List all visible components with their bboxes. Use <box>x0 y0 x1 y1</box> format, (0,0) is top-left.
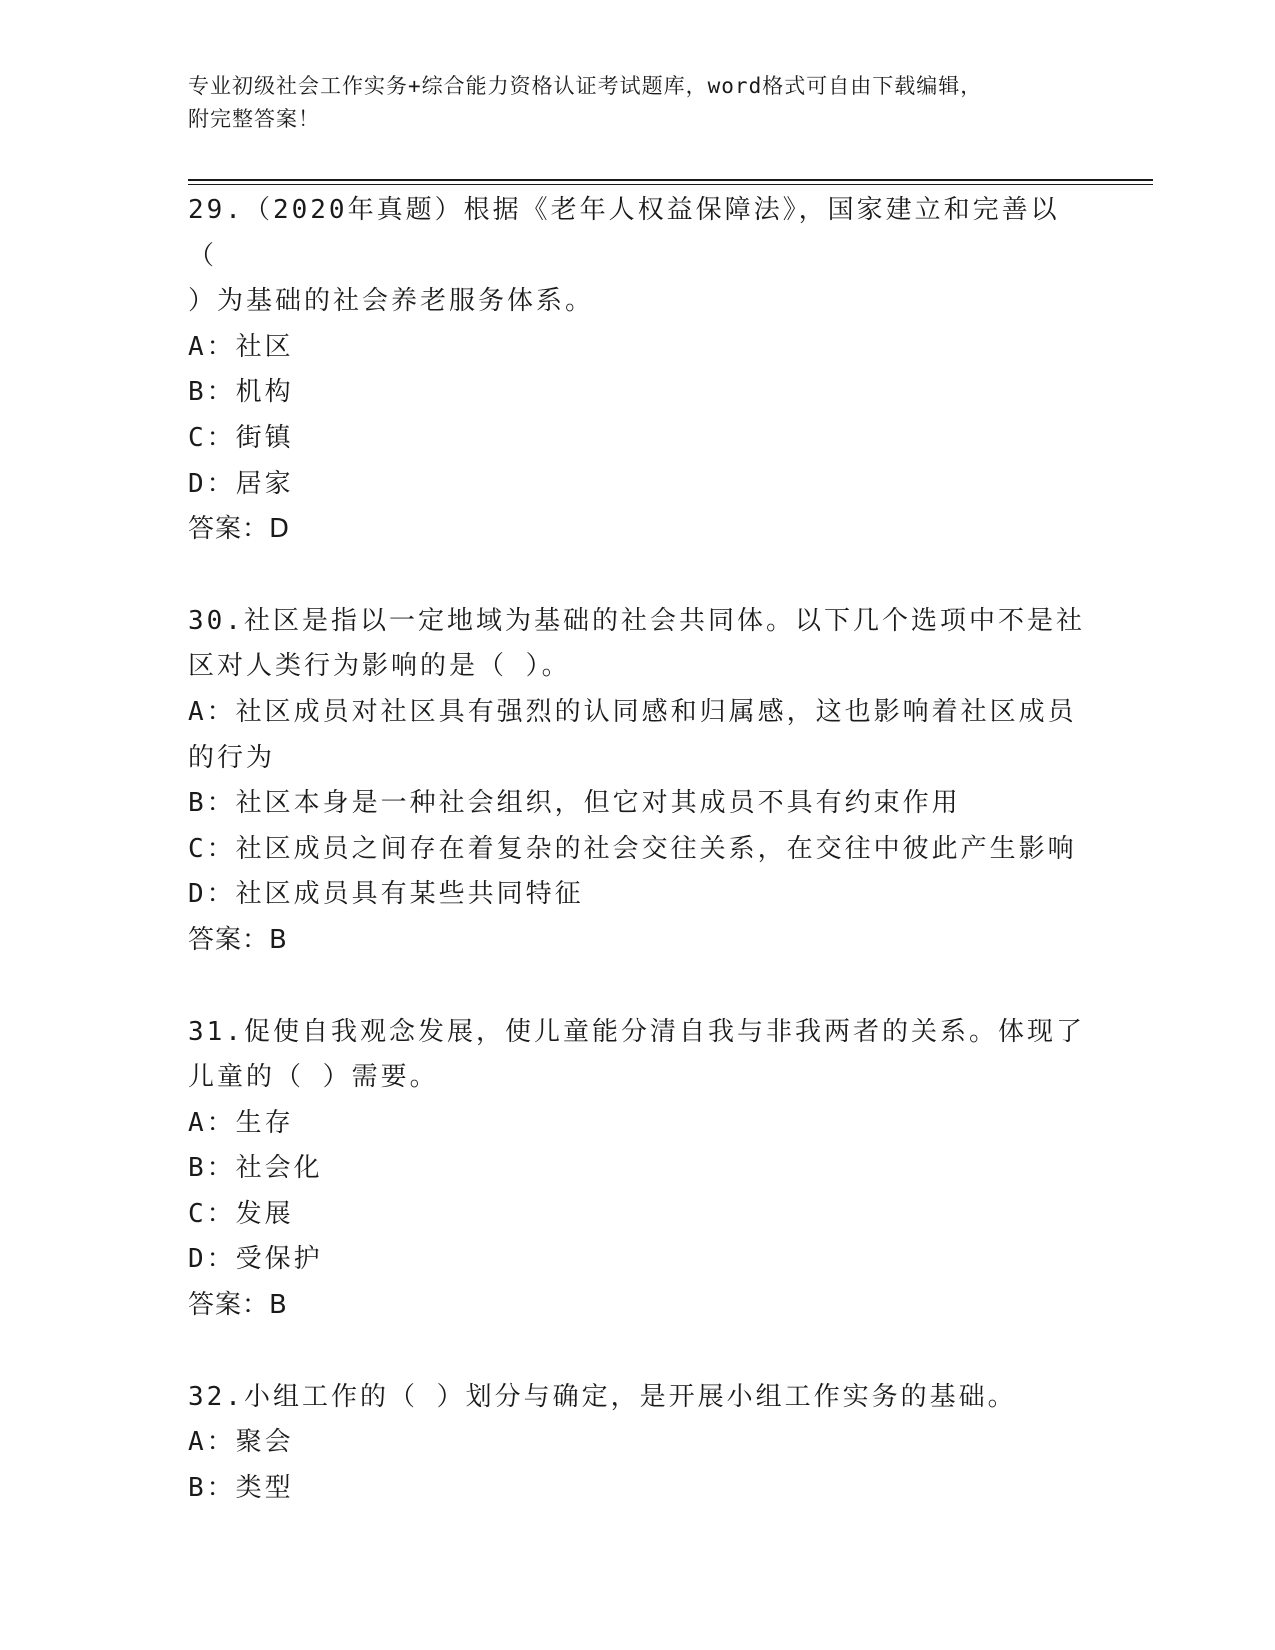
question-stem-line: 30.社区是指以一定地域为基础的社会共同体。以下几个选项中不是社 <box>188 605 1085 636</box>
question-31 <box>188 1010 1088 1329</box>
header-line-2: 附完整答案！ <box>188 107 320 131</box>
question-32 <box>188 1375 1088 1512</box>
option-b: B：社区本身是一种社会组织，但它对其成员不具有约束作用 <box>188 788 961 819</box>
option-c: C：街镇 <box>188 422 294 453</box>
question-list <box>188 188 1088 1557</box>
header-divider-thin <box>188 184 1153 185</box>
option-a-continued: 的行为 <box>188 742 276 773</box>
question-stem-line: 区对人类行为影响的是（ ）。 <box>188 651 571 682</box>
option-b: B：类型 <box>188 1472 294 1503</box>
option-a: A：生存 <box>188 1107 294 1138</box>
answer-line: 答案：D <box>188 514 291 545</box>
option-c: C：发展 <box>188 1198 294 1229</box>
option-d: D：受保护 <box>188 1244 323 1275</box>
question-stem-line: 31.促使自我观念发展，使儿童能分清自我与非我两者的关系。体现了 <box>188 1016 1085 1047</box>
header-divider-thick <box>188 179 1153 181</box>
option-d: D：居家 <box>188 468 294 499</box>
option-c: C：社区成员之间存在着复杂的社会交往关系，在交往中彼此产生影响 <box>188 833 1077 864</box>
question-stem-line: 29.（2020年真题）根据《老年人权益保障法》，国家建立和完善以（ <box>188 195 1060 271</box>
question-29 <box>188 188 1088 553</box>
header-line-1: 专业初级社会工作实务+综合能力资格认证考试题库，word格式可自由下载编辑， <box>188 74 983 98</box>
option-a: A：社区成员对社区具有强烈的认同感和归属感，这也影响着社区成员 <box>188 696 1077 727</box>
question-30 <box>188 599 1088 964</box>
question-stem-line: 32.小组工作的（ ）划分与确定，是开展小组工作实务的基础。 <box>188 1381 1017 1412</box>
option-b: B：社会化 <box>188 1153 323 1184</box>
answer-line: 答案：B <box>188 924 288 955</box>
question-stem-line: 儿童的（ ）需要。 <box>188 1062 439 1093</box>
answer-line: 答案：B <box>188 1290 288 1321</box>
option-d: D：社区成员具有某些共同特征 <box>188 879 584 910</box>
question-stem-line: ）为基础的社会养老服务体系。 <box>188 286 595 317</box>
option-a: A：社区 <box>188 331 294 362</box>
option-a: A：聚会 <box>188 1427 294 1458</box>
option-b: B：机构 <box>188 377 294 408</box>
document-header <box>188 70 1088 136</box>
